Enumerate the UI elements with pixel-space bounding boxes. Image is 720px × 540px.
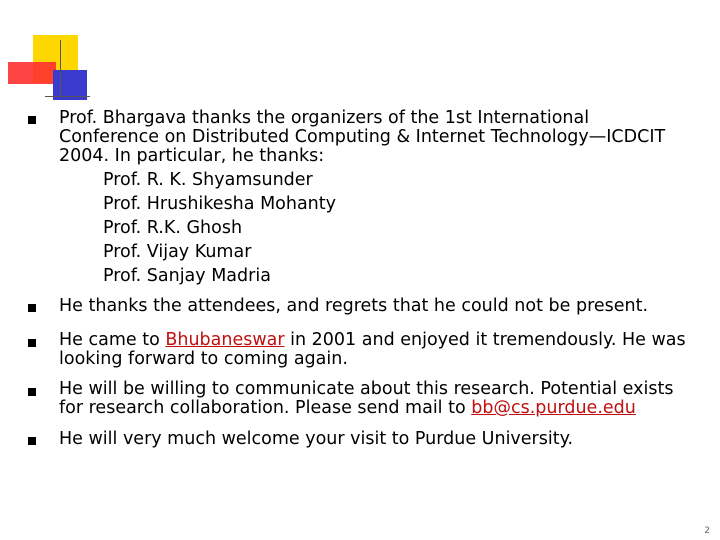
page-number: 2 (704, 526, 710, 536)
bullet-icon (28, 388, 36, 396)
bullet-icon (28, 437, 36, 445)
bullet-1-line-1: Prof. Bhargava thanks the organizers of the 1st International (59, 108, 590, 128)
thanks-name-1: Prof. R. K. Shyamsunder (103, 170, 313, 190)
bullet-icon (28, 339, 36, 347)
bullet-icon (28, 116, 36, 124)
bullet-5-text: He will very much welcome your visit to Purdue University. (59, 429, 574, 449)
bullet-3-pre: He came to (59, 330, 166, 350)
bullet-4-pre: for research collaboration. Please send mail to (59, 398, 472, 418)
bhubaneswar-link[interactable]: Bhubaneswar (165, 330, 285, 350)
bullet-3-post: in 2001 and enjoyed it tremendously. He was (284, 330, 686, 350)
bullet-3-line-1 (59, 331, 709, 350)
bullet-3-line-2: looking forward to coming again. (59, 349, 348, 369)
bullet-4-line-2 (59, 399, 709, 418)
bullet-1-line-2: Conference on Distributed Computing & Internet Technology—ICDCIT (59, 127, 666, 147)
thanks-name-3: Prof. R.K. Ghosh (103, 218, 243, 238)
email-link[interactable]: bb@cs.purdue.edu (471, 398, 636, 418)
bullet-4-line-1: He will be willing to communicate about this research. Potential exists (59, 379, 674, 399)
thanks-name-2: Prof. Hrushikesha Mohanty (103, 194, 336, 214)
bullet-icon (28, 304, 36, 312)
bullet-1-line-3: 2004. In particular, he thanks: (59, 146, 325, 166)
bullet-2-text: He thanks the attendees, and regrets that he could not be present. (59, 296, 649, 316)
thanks-name-5: Prof. Sanjay Madria (103, 266, 271, 286)
thanks-name-4: Prof. Vijay Kumar (103, 242, 252, 262)
